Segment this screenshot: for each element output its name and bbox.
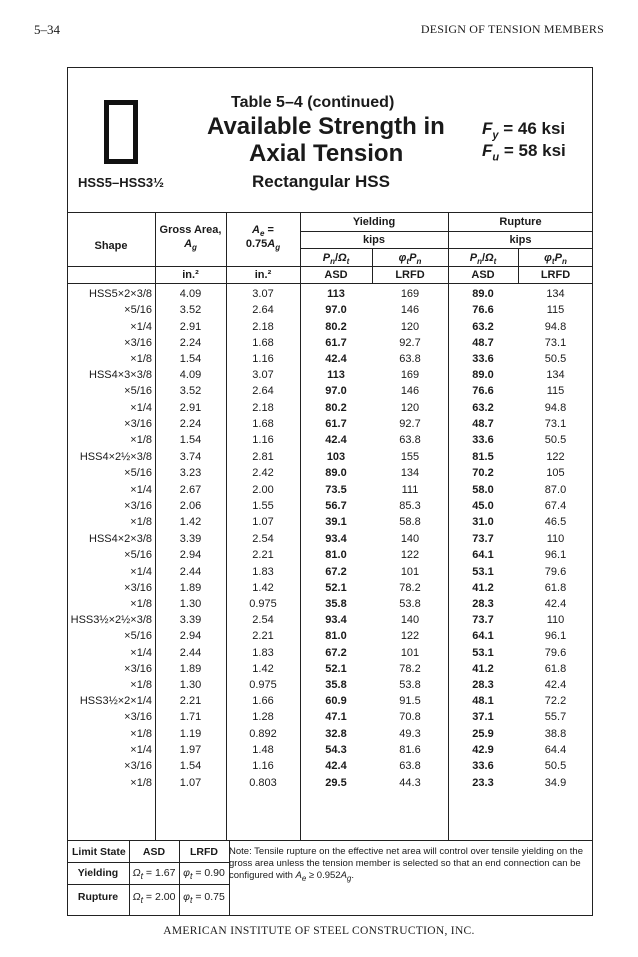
cell-ae: 2.81 xyxy=(252,451,274,463)
cell-y-lrfd: 101 xyxy=(400,565,420,578)
cell-r-asd: 41.2 xyxy=(472,662,494,675)
cell-y-lrfd: 155 xyxy=(400,451,420,463)
cell-ag: 2.44 xyxy=(179,565,202,578)
cell-y-lrfd: 81.6 xyxy=(399,743,421,756)
cell-y-asd: 113 xyxy=(327,288,345,300)
table-subtitle: Rectangular HSS xyxy=(252,172,390,191)
cell-ag: 3.39 xyxy=(179,614,202,626)
rectangular-hss-icon xyxy=(104,100,138,164)
cell-r-lrfd: 115 xyxy=(546,304,565,317)
col-header-rupture-kips: kips xyxy=(509,234,532,246)
col-header-net-area-symbol: $0.75A_g$ xyxy=(245,238,281,253)
cell-shape: ×5/16 xyxy=(124,549,152,562)
cell-ag: 4.09 xyxy=(179,288,202,300)
cell-r-lrfd: 38.8 xyxy=(544,727,567,740)
cell-y-asd: 93.4 xyxy=(325,533,347,545)
cell-r-asd: 28.3 xyxy=(472,679,494,692)
cell-ae: 2.42 xyxy=(252,467,274,480)
cell-y-asd: 60.9 xyxy=(325,695,347,707)
cell-ag: 2.21 xyxy=(179,695,202,707)
col-header-gross-area-symbol: $A_g$ xyxy=(184,238,197,253)
cell-y-asd: 97.0 xyxy=(325,385,347,398)
cell-r-lrfd: 122 xyxy=(546,451,565,463)
cell-y-lrfd: 134 xyxy=(400,467,420,480)
cell-y-lrfd: 140 xyxy=(400,614,420,626)
page-footer: AMERICAN INSTITUTE OF STEEL CONSTRUCTION, INC. xyxy=(163,925,475,937)
cell-r-asd: 89.0 xyxy=(472,369,494,381)
cell-y-lrfd: 63.8 xyxy=(399,434,421,447)
cell-y-asd: 54.3 xyxy=(325,743,347,756)
rupture-asd-label: ASD xyxy=(471,269,495,281)
cell-ae: 1.83 xyxy=(252,646,274,659)
cell-ae: 1.48 xyxy=(252,743,274,756)
ls-rule-1 xyxy=(67,862,229,863)
cell-ag: 2.06 xyxy=(179,499,202,512)
cell-y-asd: 56.7 xyxy=(325,499,347,512)
col-header-shape: Shape xyxy=(94,240,128,252)
cell-r-asd: 64.1 xyxy=(472,630,494,643)
cell-r-asd: 73.7 xyxy=(472,614,494,626)
body-bottom-rule xyxy=(67,840,593,841)
cell-y-asd: 61.7 xyxy=(325,417,347,430)
cell-r-lrfd: 94.8 xyxy=(544,401,567,414)
cell-r-lrfd: 79.6 xyxy=(544,565,567,578)
cell-ag: 3.74 xyxy=(179,451,202,463)
col-header-gross-area: Gross Area, xyxy=(159,224,222,236)
cell-y-lrfd: 78.2 xyxy=(399,662,421,675)
cell-ae: 1.83 xyxy=(252,565,274,578)
cell-ae: 1.42 xyxy=(252,662,274,675)
cell-ae: 2.21 xyxy=(252,630,274,643)
cell-r-lrfd: 64.4 xyxy=(544,743,567,756)
cell-ae: 1.16 xyxy=(252,760,274,773)
limit-state-lrfd-header: LRFD xyxy=(190,846,218,858)
cell-r-asd: 73.7 xyxy=(472,533,494,545)
cell-ag: 3.23 xyxy=(179,467,202,480)
cell-r-lrfd: 72.2 xyxy=(544,695,567,707)
cell-ag: 2.91 xyxy=(179,320,202,333)
cell-ag: 1.89 xyxy=(179,581,202,594)
cell-y-asd: 42.4 xyxy=(325,434,347,447)
cell-y-asd: 29.5 xyxy=(325,776,347,789)
cell-ag: 1.54 xyxy=(179,434,202,447)
cell-ae: 1.55 xyxy=(252,499,274,512)
cell-ae: 2.21 xyxy=(252,549,274,562)
cell-ae: 0.803 xyxy=(249,776,277,789)
cell-shape: ×1/4 xyxy=(130,401,152,414)
cell-y-asd: 67.2 xyxy=(325,565,347,578)
cell-y-lrfd: 63.8 xyxy=(399,353,421,366)
cell-y-asd: 80.2 xyxy=(325,320,347,333)
cell-ag: 1.97 xyxy=(179,743,202,756)
cell-r-lrfd: 134 xyxy=(546,288,565,300)
cell-r-asd: 37.1 xyxy=(472,711,494,724)
cell-ag: 2.94 xyxy=(179,549,202,562)
col-header-yield-asd-symbol: $P_n/\Omega_t$ xyxy=(322,252,350,267)
cell-shape: ×1/8 xyxy=(130,353,152,366)
col-header-yielding: Yielding xyxy=(352,216,396,228)
col-header-rupture-lrfd-symbol: $\varphi_tP_n$ xyxy=(544,252,567,267)
cell-y-lrfd: 92.7 xyxy=(399,336,421,349)
cell-y-asd: 93.4 xyxy=(325,614,347,626)
cell-ag: 1.42 xyxy=(179,516,202,529)
cell-r-asd: 58.0 xyxy=(472,483,494,496)
cell-y-lrfd: 78.2 xyxy=(399,581,421,594)
cell-shape: ×3/16 xyxy=(124,336,152,349)
cell-ag: 2.24 xyxy=(179,417,202,430)
cell-r-asd: 48.1 xyxy=(472,695,494,707)
cell-r-asd: 31.0 xyxy=(472,516,494,529)
cell-shape: ×1/4 xyxy=(130,483,152,496)
cell-y-asd: 52.1 xyxy=(325,662,347,675)
cell-y-lrfd: 122 xyxy=(400,630,420,643)
cell-shape: ×3/16 xyxy=(124,499,152,512)
cell-y-asd: 52.1 xyxy=(325,581,347,594)
cell-r-asd: 42.9 xyxy=(472,743,494,756)
cell-r-asd: 89.0 xyxy=(472,288,494,300)
cell-r-lrfd: 94.8 xyxy=(544,320,567,333)
cell-ae: 3.07 xyxy=(252,369,274,381)
cell-ag: 1.89 xyxy=(179,662,202,675)
cell-r-lrfd: 42.4 xyxy=(544,598,567,611)
cell-ae: 1.28 xyxy=(252,711,274,724)
cell-r-asd: 23.3 xyxy=(472,776,494,789)
cell-y-asd: 67.2 xyxy=(325,646,347,659)
cell-r-asd: 48.7 xyxy=(472,336,494,349)
yielding-asd-factor: $\Omega_t = 1.67$ xyxy=(132,867,176,882)
cell-r-lrfd: 96.1 xyxy=(544,549,567,562)
rupture-kips-rule xyxy=(448,231,593,232)
cell-shape: ×1/8 xyxy=(130,776,152,789)
cell-ae: 0.892 xyxy=(249,727,277,740)
cell-ae: 2.00 xyxy=(252,483,274,496)
cell-shape: ×5/16 xyxy=(124,467,152,480)
cell-ag: 4.09 xyxy=(179,369,202,381)
col-header-rupture: Rupture xyxy=(499,216,542,228)
cell-shape: ×1/4 xyxy=(130,646,152,659)
cell-ag: 1.19 xyxy=(179,727,202,740)
cell-r-lrfd: 55.7 xyxy=(544,711,567,724)
col-header-rupture-asd-symbol: $P_n/\Omega_t$ xyxy=(469,252,497,267)
cell-r-asd: 25.9 xyxy=(472,727,494,740)
cell-r-lrfd: 110 xyxy=(546,533,565,545)
cell-ae: 1.42 xyxy=(252,581,274,594)
cell-y-asd: 39.1 xyxy=(325,516,347,529)
cell-y-asd: 35.8 xyxy=(325,598,347,611)
cell-shape: ×1/8 xyxy=(130,727,152,740)
cell-y-lrfd: 92.7 xyxy=(399,417,421,430)
cell-ag: 2.67 xyxy=(179,483,202,496)
cell-r-asd: 63.2 xyxy=(472,401,494,414)
method-rule xyxy=(300,248,593,249)
col-header-yielding-kips: kips xyxy=(362,234,385,246)
cell-y-asd: 61.7 xyxy=(325,336,347,349)
cell-ag: 2.24 xyxy=(179,336,202,349)
cell-y-asd: 42.4 xyxy=(325,353,347,366)
cell-y-lrfd: 91.5 xyxy=(399,695,421,707)
cell-shape: ×5/16 xyxy=(124,304,152,317)
rupture-asd-factor: $\Omega_t = 2.00$ xyxy=(132,891,176,906)
rupture-lrfd-factor: $\varphi_t = 0.75$ xyxy=(183,891,225,906)
cell-r-asd: 33.6 xyxy=(472,353,494,366)
cell-shape: ×3/16 xyxy=(124,417,152,430)
cell-ag: 3.52 xyxy=(179,385,202,398)
cell-y-asd: 89.0 xyxy=(325,467,347,480)
cell-r-asd: 45.0 xyxy=(472,499,494,512)
cell-y-asd: 42.4 xyxy=(325,760,347,773)
cell-shape: ×1/8 xyxy=(130,434,152,447)
yield-stress: $F_y = 46$ ksi xyxy=(482,119,566,142)
cell-ae: 1.66 xyxy=(252,695,274,707)
cell-ag: 3.39 xyxy=(179,533,202,545)
cell-ae: 1.68 xyxy=(252,417,274,430)
cell-y-lrfd: 122 xyxy=(400,549,420,562)
cell-r-asd: 28.3 xyxy=(472,598,494,611)
cell-ag: 3.52 xyxy=(179,304,202,317)
cell-shape: ×3/16 xyxy=(124,581,152,594)
cell-r-lrfd: 67.4 xyxy=(544,499,567,512)
cell-y-lrfd: 146 xyxy=(400,304,420,317)
cell-ae: 0.975 xyxy=(249,598,277,611)
cell-shape: ×1/8 xyxy=(130,679,152,692)
cell-r-asd: 76.6 xyxy=(472,385,494,398)
col-header-yield-lrfd-symbol: $\varphi_tP_n$ xyxy=(398,252,422,267)
cell-shape: HSS4×2½×3/8 xyxy=(79,451,152,463)
cell-r-lrfd: 87.0 xyxy=(544,483,567,496)
cell-y-asd: 81.0 xyxy=(325,549,347,562)
cell-ag: 2.91 xyxy=(179,401,202,414)
cell-ae: 3.07 xyxy=(252,288,274,300)
cell-y-asd: 81.0 xyxy=(325,630,347,643)
cell-y-lrfd: 120 xyxy=(400,401,420,414)
rupture-lrfd-label: LRFD xyxy=(540,269,571,281)
cell-ag: 1.54 xyxy=(179,353,202,366)
cell-y-asd: 73.5 xyxy=(325,483,347,496)
cell-y-asd: 103 xyxy=(326,451,346,463)
cell-ag: 1.30 xyxy=(179,598,202,611)
cell-ae: 2.64 xyxy=(252,385,274,398)
cell-shape: ×3/16 xyxy=(124,760,152,773)
cell-shape: HSS4×3×3/8 xyxy=(89,369,152,381)
limit-state-header: Limit State xyxy=(72,846,126,858)
cell-ag: 1.07 xyxy=(179,776,202,789)
cell-y-lrfd: 140 xyxy=(400,533,420,545)
cell-r-asd: 41.2 xyxy=(472,581,494,594)
cell-y-asd: 97.0 xyxy=(325,304,347,317)
cell-y-lrfd: 85.3 xyxy=(399,499,421,512)
header-top-rule xyxy=(67,212,593,213)
cell-ae: 1.16 xyxy=(252,434,274,447)
table-number: Table 5–4 (continued) xyxy=(231,94,395,111)
cell-shape: ×3/16 xyxy=(124,662,152,675)
cell-ae: 2.18 xyxy=(252,320,274,333)
cell-r-lrfd: 110 xyxy=(546,614,565,626)
cell-ae: 2.64 xyxy=(252,304,274,317)
cell-ae: 1.68 xyxy=(252,336,274,349)
cell-ae: 2.54 xyxy=(252,533,274,545)
cell-shape: ×5/16 xyxy=(124,630,152,643)
cell-y-lrfd: 120 xyxy=(400,320,420,333)
cell-r-asd: 63.2 xyxy=(472,320,494,333)
cell-y-asd: 32.8 xyxy=(325,727,347,740)
cell-r-asd: 76.6 xyxy=(472,304,494,317)
limit-state-asd-header: ASD xyxy=(142,846,166,858)
cell-r-lrfd: 61.8 xyxy=(544,662,567,675)
cell-r-asd: 33.6 xyxy=(472,760,494,773)
cell-r-asd: 70.2 xyxy=(472,467,494,480)
ls-rule-2 xyxy=(67,884,229,885)
yield-asd-label: ASD xyxy=(324,269,348,281)
cell-y-lrfd: 169 xyxy=(400,369,420,381)
cell-y-lrfd: 49.3 xyxy=(399,727,421,740)
table-note: Note: Tensile rupture on the effective net area will control over tensile yielding on the gross area unless the tension member is selected so that an end connection can be configured with $A_e \ge 0.952A_g$. xyxy=(229,846,583,883)
cell-y-lrfd: 53.8 xyxy=(399,679,421,692)
header-bottom-rule xyxy=(67,283,593,284)
cell-ag: 2.94 xyxy=(179,630,202,643)
cell-ag: 1.71 xyxy=(179,711,202,724)
col-header-net-area: $A_e$ = xyxy=(252,224,274,239)
cell-shape: HSS5×2×3/8 xyxy=(89,288,152,300)
cell-shape: ×1/4 xyxy=(130,320,152,333)
cell-r-lrfd: 96.1 xyxy=(544,630,567,643)
tensile-stress: $F_u = 58$ ksi xyxy=(482,141,566,164)
cell-ag: 2.44 xyxy=(179,646,202,659)
cell-r-lrfd: 73.1 xyxy=(544,417,567,430)
cell-ae: 2.18 xyxy=(252,401,274,414)
yield-kips-rule xyxy=(300,231,448,232)
unit-gross-area: in.² xyxy=(182,269,199,281)
cell-y-lrfd: 58.8 xyxy=(399,516,421,529)
unit-net-area: in.² xyxy=(254,269,272,281)
cell-y-lrfd: 63.8 xyxy=(399,760,421,773)
cell-r-lrfd: 105 xyxy=(546,467,565,480)
cell-ag: 1.30 xyxy=(179,679,202,692)
cell-shape: ×1/4 xyxy=(130,743,152,756)
cell-ae: 1.07 xyxy=(252,516,274,529)
cell-y-lrfd: 111 xyxy=(401,483,419,496)
cell-r-lrfd: 50.5 xyxy=(544,353,567,366)
cell-r-lrfd: 46.5 xyxy=(544,516,567,529)
cell-y-asd: 80.2 xyxy=(325,401,347,414)
table-title-line1: Available Strength in xyxy=(207,113,445,140)
cell-shape: ×1/4 xyxy=(130,565,152,578)
cell-ag: 1.54 xyxy=(179,760,202,773)
cell-ae: 0.975 xyxy=(249,679,277,692)
limit-state-rupture: Rupture xyxy=(77,891,119,903)
cell-r-lrfd: 115 xyxy=(546,385,565,398)
cell-y-lrfd: 101 xyxy=(400,646,420,659)
cell-r-lrfd: 50.5 xyxy=(544,434,567,447)
cell-shape: ×3/16 xyxy=(124,711,152,724)
cell-y-asd: 35.8 xyxy=(325,679,347,692)
limit-state-yielding: Yielding xyxy=(77,867,119,879)
cell-shape: ×5/16 xyxy=(124,385,152,398)
cell-r-lrfd: 134 xyxy=(546,369,565,381)
cell-r-lrfd: 42.4 xyxy=(544,679,567,692)
yield-lrfd-label: LRFD xyxy=(395,269,425,281)
cell-shape: HSS4×2×3/8 xyxy=(89,533,152,545)
cell-shape: ×1/8 xyxy=(130,598,152,611)
table-title-line2: Axial Tension xyxy=(249,140,404,167)
cell-shape: HSS3½×2½×3/8 xyxy=(70,614,152,626)
cell-shape: ×1/8 xyxy=(130,516,152,529)
cell-y-lrfd: 44.3 xyxy=(399,776,421,789)
cell-r-asd: 64.1 xyxy=(472,549,494,562)
cell-r-asd: 53.1 xyxy=(472,646,494,659)
page-number: 5–34 xyxy=(34,22,60,37)
cell-y-lrfd: 146 xyxy=(400,385,420,398)
cell-r-lrfd: 61.8 xyxy=(544,581,567,594)
cell-r-lrfd: 79.6 xyxy=(544,646,567,659)
cell-y-lrfd: 169 xyxy=(400,288,420,300)
cell-r-asd: 81.5 xyxy=(472,451,494,463)
running-head: DESIGN OF TENSION MEMBERS xyxy=(420,22,604,36)
cell-r-asd: 48.7 xyxy=(472,417,494,430)
shape-range: HSS5–HSS3½ xyxy=(78,175,164,190)
cell-r-asd: 33.6 xyxy=(472,434,494,447)
cell-y-lrfd: 53.8 xyxy=(399,598,421,611)
cell-ae: 2.54 xyxy=(252,614,274,626)
cell-y-asd: 113 xyxy=(327,369,345,381)
cell-r-asd: 53.1 xyxy=(472,565,494,578)
cell-ae: 1.16 xyxy=(252,353,274,366)
cell-shape: HSS3½×2×1/4 xyxy=(79,695,152,707)
cell-r-lrfd: 73.1 xyxy=(544,336,567,349)
cell-r-lrfd: 50.5 xyxy=(544,760,567,773)
cell-y-lrfd: 70.8 xyxy=(399,711,421,724)
yielding-lrfd-factor: $\varphi_t = 0.90$ xyxy=(183,867,225,882)
cell-y-asd: 47.1 xyxy=(325,711,347,724)
cell-r-lrfd: 34.9 xyxy=(544,776,567,789)
